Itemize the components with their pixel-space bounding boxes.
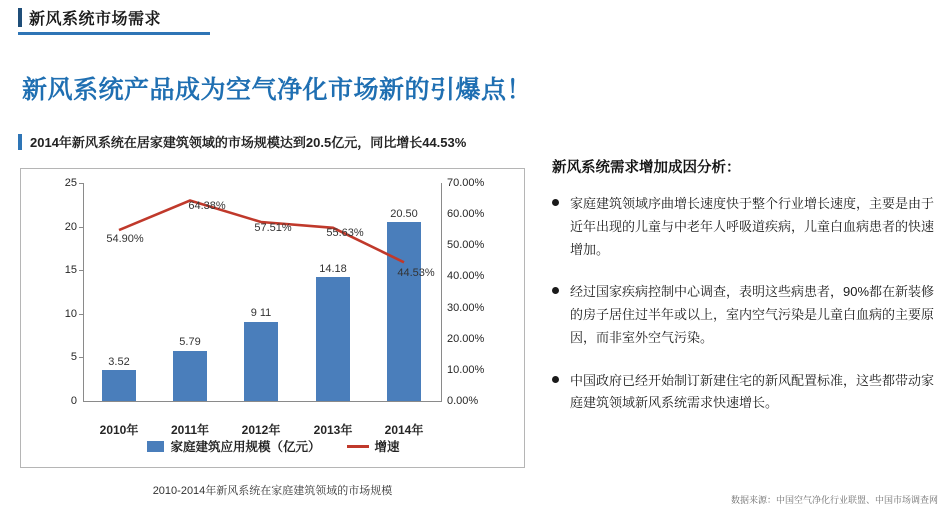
bar-value-label: 3.52 xyxy=(108,356,130,368)
growth-line xyxy=(83,183,441,401)
legend-bar-label: 家庭建筑应用规模（亿元） xyxy=(170,440,321,454)
list-item-text: 家庭建筑领域序曲增长速度快于整个行业增长速度，主要是由于近年出现的儿童与中老年人呼吸道疾病，儿童白血病患者的快速增加。 xyxy=(570,196,935,257)
y-tick-right: 40.00% xyxy=(447,270,485,283)
chart-panel xyxy=(20,168,525,468)
bar-value-label: 20.50 xyxy=(390,208,418,220)
y-tick-right: 50.00% xyxy=(447,239,485,252)
bullet-dot-icon xyxy=(552,287,559,294)
subnote-text: 2014年新风系统在居家建筑领域的市场规模达到20.5亿元，同比增长44.53% xyxy=(30,135,467,150)
tag-underline xyxy=(18,32,210,35)
bullet-dot-icon xyxy=(552,376,559,383)
y-tick-right: 20.00% xyxy=(447,332,485,345)
x-tick-label: 2011年 xyxy=(170,423,210,437)
y-tick-left: 10 xyxy=(64,307,77,320)
y-tick-right: 10.00% xyxy=(447,363,485,376)
legend-item-bar xyxy=(147,437,320,455)
list-item xyxy=(552,281,937,349)
slide-tag-label: 新风系统市场需求 xyxy=(29,11,162,28)
line-value-label: 54.90% xyxy=(106,233,144,245)
x-axis xyxy=(83,401,442,402)
tag-accent-bar xyxy=(18,8,22,27)
analysis-title: 新风系统需求增加成因分析： xyxy=(552,160,741,176)
bar-value-label: 9 11 xyxy=(250,307,272,319)
list-item xyxy=(552,193,937,261)
x-tick-label: 2014年 xyxy=(384,423,424,437)
slide-tag xyxy=(18,6,161,29)
line-value-label: 44.53% xyxy=(397,267,435,279)
line-value-label: 55.63% xyxy=(326,227,364,239)
plot-area xyxy=(64,177,485,437)
analysis-panel xyxy=(552,156,937,435)
page-title: 新风系统产品成为空气净化市场新的引爆点！ xyxy=(22,76,533,104)
subnote-accent-bar xyxy=(18,134,22,150)
legend-item-line xyxy=(347,437,400,455)
list-item xyxy=(552,370,937,416)
line-value-label: 64.38% xyxy=(188,200,226,212)
x-tick-label: 2013年 xyxy=(313,423,353,437)
list-item-text: 经过国家疾病控制中心调查，表明这些病患者，90%都在新装修的房子居住过半年或以上，室内空气污染是儿童白血病的主要原因，而非室外空气污染。 xyxy=(570,284,935,345)
legend-line-swatch-icon xyxy=(347,445,369,448)
chart-legend xyxy=(21,437,526,455)
line-value-label: 57.51% xyxy=(254,222,292,234)
legend-bar-swatch-icon xyxy=(147,441,164,452)
chart-caption: 2010-2014年新风系统在家庭建筑领域的市场规模 xyxy=(152,485,393,497)
bullet-dot-icon xyxy=(552,199,559,206)
y-tick-right: 30.00% xyxy=(447,301,485,314)
source-note: 数据来源：中国空气净化行业联盟、中国市场调查网 xyxy=(730,495,938,505)
bar-value-label: 14.18 xyxy=(319,263,347,275)
y-tick-left: 20 xyxy=(64,220,77,233)
legend-line-label: 增速 xyxy=(374,440,400,454)
y-tick-right: 0.00% xyxy=(447,395,479,407)
subnote xyxy=(18,132,466,151)
y-tick-left: 15 xyxy=(64,264,77,277)
list-item-text: 中国政府已经开始制订新建住宅的新风配置标准，这些都带动家庭建筑领域新风系统需求快速增长。 xyxy=(570,372,935,411)
y-tick-left: 25 xyxy=(64,177,77,189)
bar-value-label: 5.79 xyxy=(179,336,201,348)
y-tick-left: 5 xyxy=(70,351,77,364)
y-tick-right: 60.00% xyxy=(447,208,485,221)
y-tick-left: 0 xyxy=(70,395,77,407)
x-tick-label: 2012年 xyxy=(241,423,281,437)
y-tick-right: 70.00% xyxy=(447,177,485,189)
x-tick-label: 2010年 xyxy=(99,423,139,437)
